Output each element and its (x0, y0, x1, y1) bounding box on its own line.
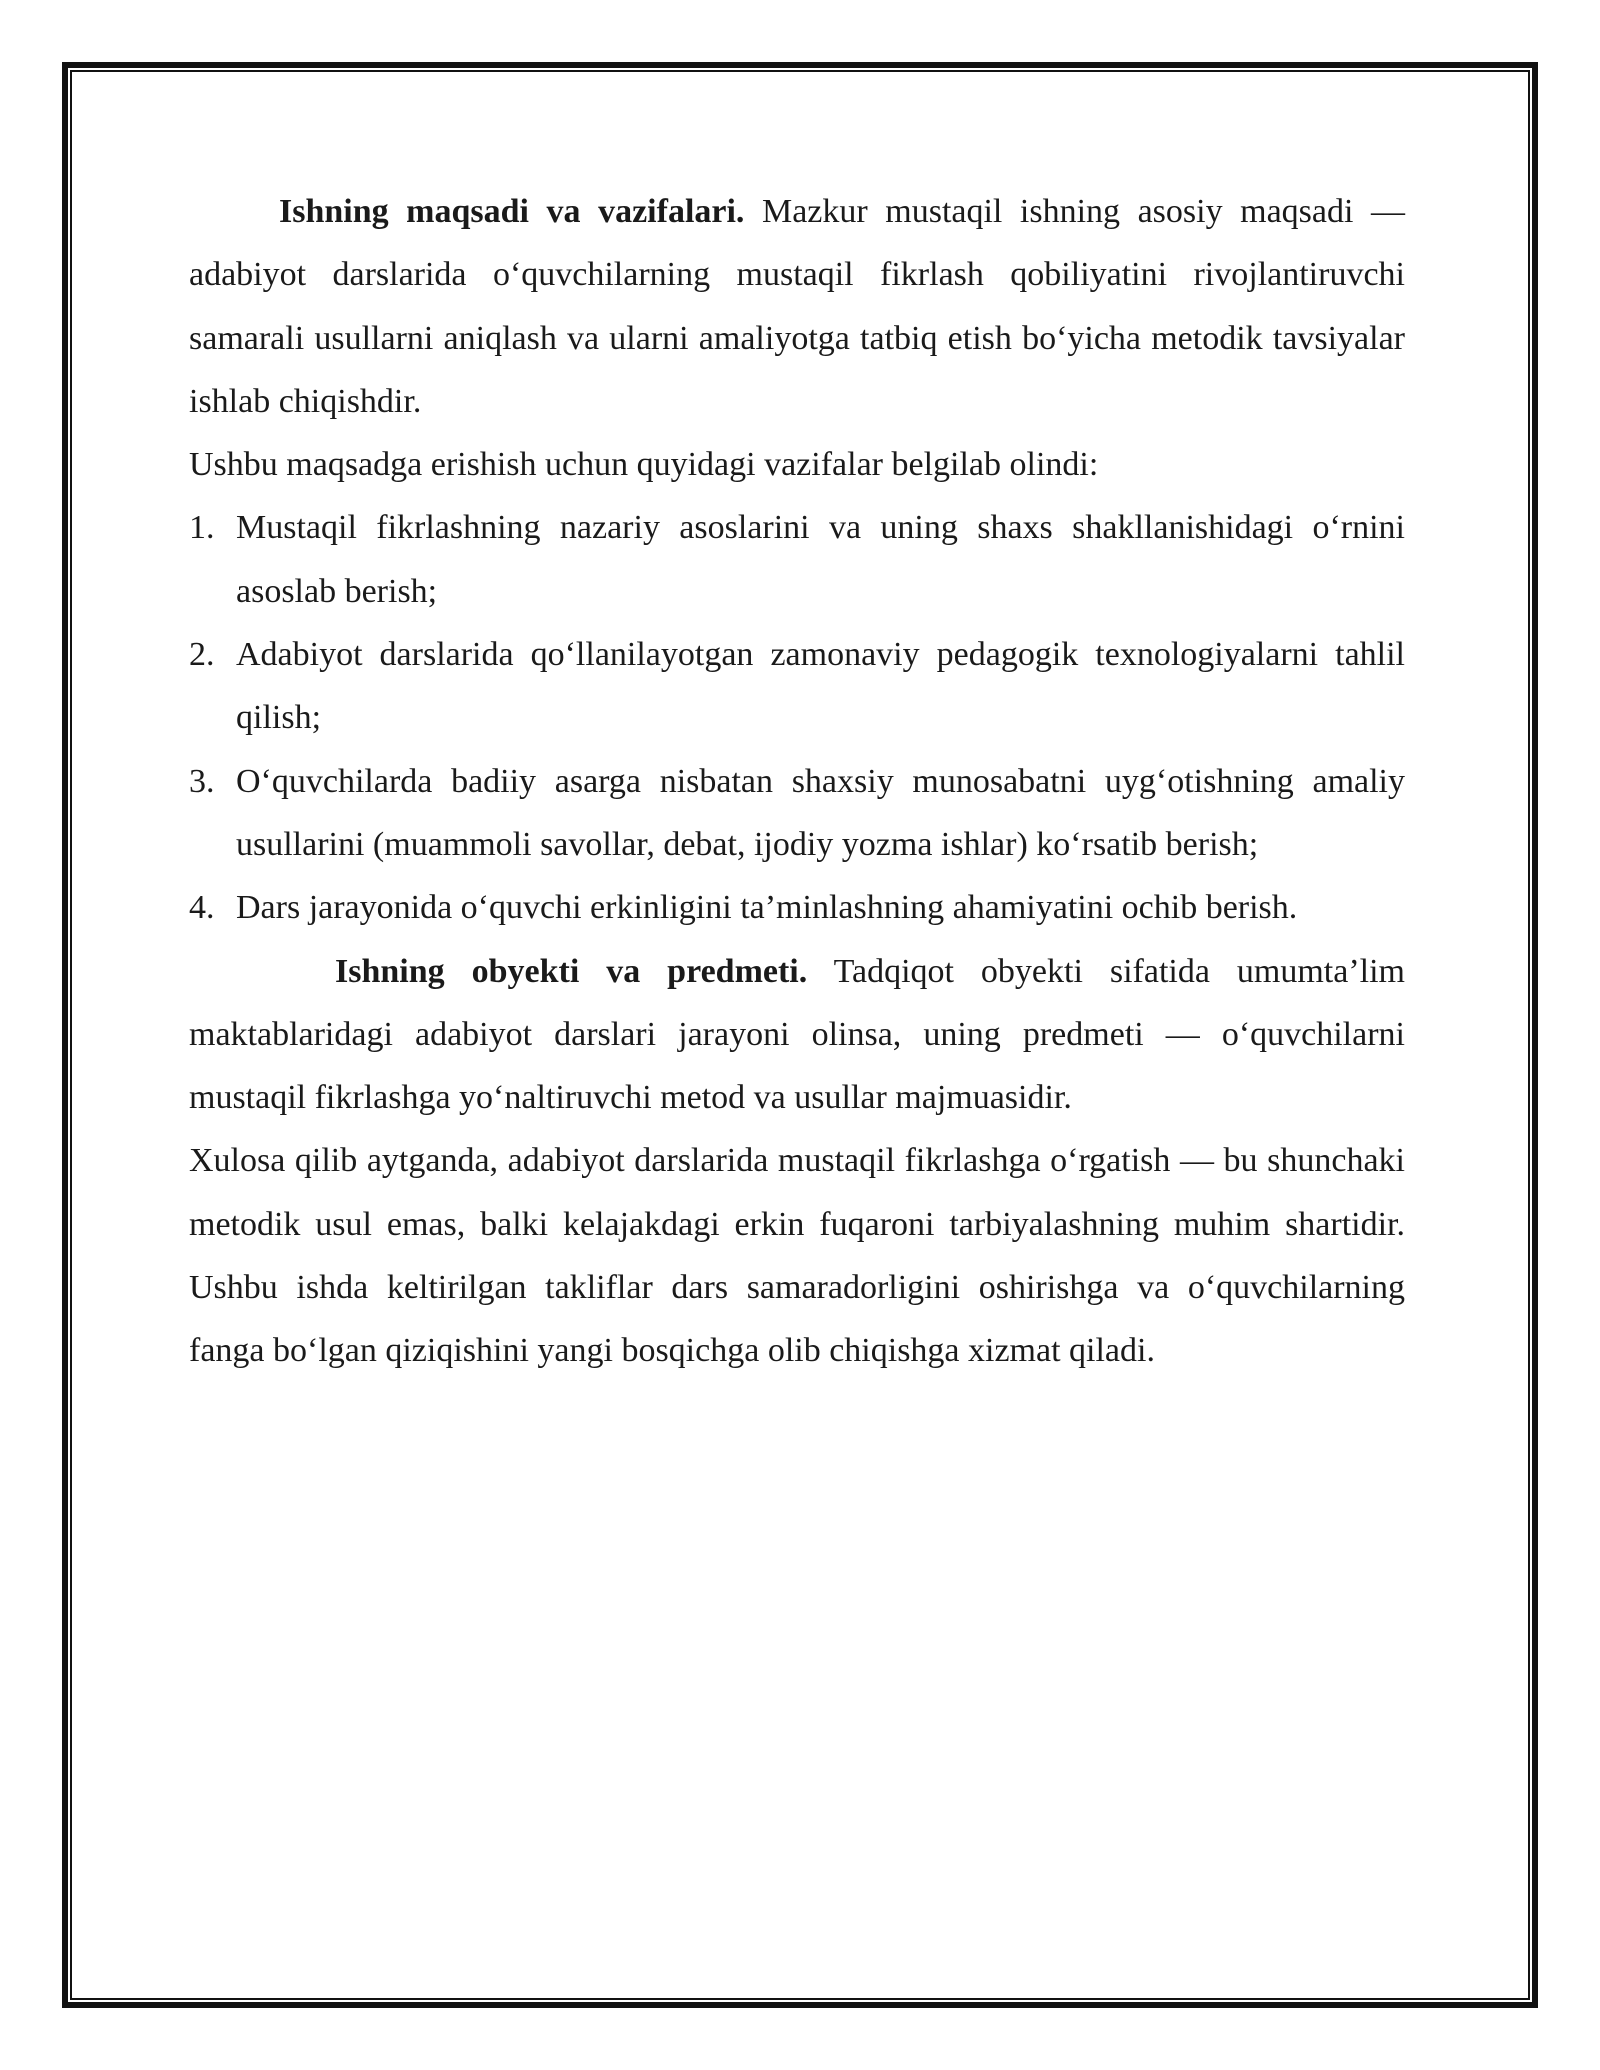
list-item-text: Dars jarayonida o‘quvchi erkinligini ta’minlashning ahamiyatini ochib berish. (236, 889, 1298, 927)
list-item-number: 1. (189, 509, 215, 547)
list-item-number: 4. (189, 889, 215, 927)
document-body (189, 180, 1405, 1383)
object-paragraph (189, 940, 1405, 1130)
list-item-text: O‘quvchilarda badiiy asarga nisbatan shaxsiy munosabatni uyg‘otishning amaliy usullarini (muammoli savollar, debat, ijodiy yozma ishlar) ko‘rsatib berish; (236, 762, 1405, 863)
conclusion-paragraph: Xulosa qilib aytganda, adabiyot darslarida mustaqil fikrlashga o‘rgatish — bu shunchaki metodik usul emas, balki kelajakdagi erkin fuqaroni tarbiyalashning muhim shartidir. Ushbu ishda keltirilgan takliflar dars samaradorligini oshirishga va o‘quvchilarning fanga bo‘lgan qiziqishini yangi bosqichga olib chiqishga xizmat qiladi. (189, 1142, 1405, 1370)
object-heading: Ishning obyekti va predmeti. (335, 952, 808, 990)
list-item (189, 623, 1405, 750)
tasks-list (189, 496, 1405, 939)
list-item-number: 2. (189, 636, 215, 674)
list-item (189, 750, 1405, 877)
list-item-text: Adabiyot darslarida qo‘llanilayotgan zamonaviy pedagogik texnologiyalarni tahlil qilish; (236, 636, 1405, 737)
object-text: Tadqiqot obyekti sifatida umumta’lim maktablaridagi adabiyot darslari jarayoni olinsa, uning predmeti — o‘quvchilarni mustaqil fikrlashga yo‘naltiruvchi metod va usullar majmuasidir. (189, 952, 1405, 1117)
list-item-text: Mustaqil fikrlashning nazariy asoslarini va uning shaxs shakllanishidagi o‘rnini asoslab berish; (236, 509, 1405, 610)
list-item-number: 3. (189, 762, 215, 800)
tasks-intro: Ushbu maqsadga erishish uchun quyidagi vazifalar belgilab olindi: (189, 446, 1099, 484)
list-item (189, 876, 1405, 939)
goals-paragraph (189, 180, 1405, 433)
goals-heading: Ishning maqsadi va vazifalari. (279, 193, 745, 230)
goals-text: Mazkur mustaqil ishning asosiy maqsadi — adabiyot darslarida o‘quvchilarning mustaqil fikrlash qobiliyatini rivojlantiruvchi samarali usullarni aniqlash va ularni amaliyotga tatbiq etish bo‘yicha metodik tavsiyalar ishlab chiqishdir. (189, 193, 1405, 420)
list-item (189, 496, 1405, 623)
